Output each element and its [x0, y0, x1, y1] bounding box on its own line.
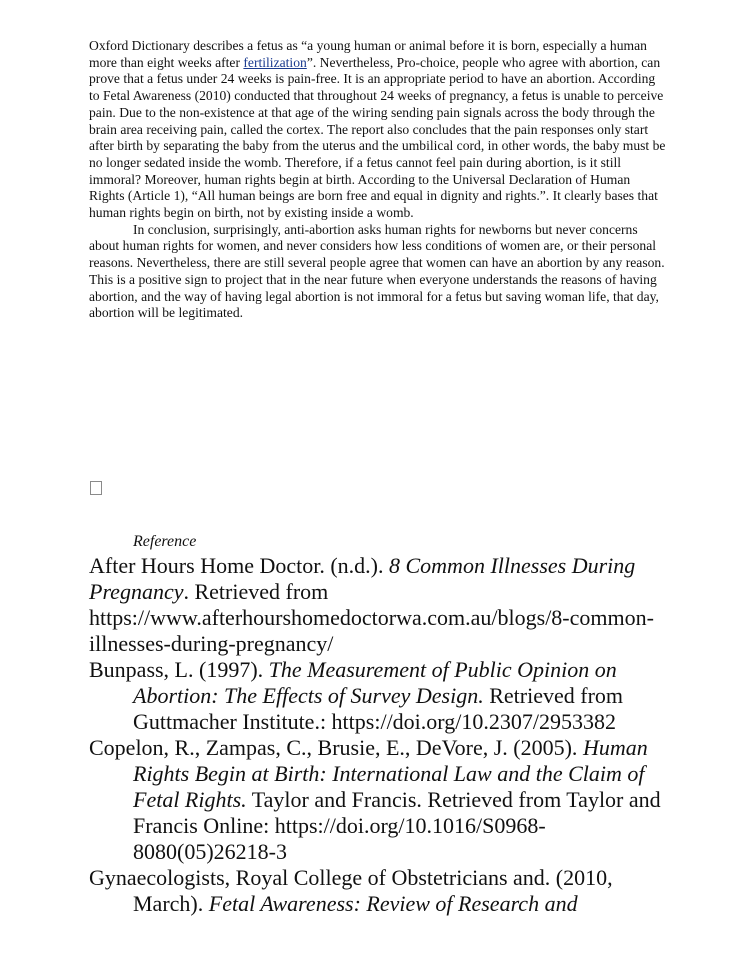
reference-author: Bunpass, L. (1997). — [89, 657, 269, 682]
reference-source: Taylor and Francis. Retrieved from Taylor and Francis Online: https://doi.org/10.1016/S0968-8080(05)26218-3 — [133, 787, 661, 864]
essay-body — [89, 38, 667, 322]
fertilization-link[interactable]: fertilization — [243, 54, 307, 70]
reference-author: Gynaecologists, Royal College of Obstetricians and. (2010, March). — [89, 865, 613, 916]
reference-entry — [89, 735, 669, 865]
reference-entry — [89, 865, 669, 917]
reference-author: Copelon, R., Zampas, C., Brusie, E., DeVore, J. (2005). — [89, 735, 583, 760]
reference-title: Fetal Awareness: Review of Research and — [208, 891, 578, 916]
reference-title: The Measurement of Public Opinion on Abortion: The Effects of Survey Design. — [133, 657, 617, 708]
reference-title: 8 Common Illnesses During Pregnancy — [89, 553, 636, 604]
paragraph-1-text-b: ”. Nevertheless, Pro-choice, people who agree with abortion, can prove that a fetus under 24 weeks is pain-free. It is an appropriate period to have an abortion. According to Fetal Awareness (2010) conducted that throughout 24 weeks of pregnancy, a fetus is unable to perceive pain. Due to the non-existence at that age of the wiring sending pain signals across the body through the brain area receiving pain, called the cortex. The report also concludes that the pain responses only start after birth by separating the baby from the uterus and the umbilical cord, in other words, the baby must be no longer sedated inside the womb. Therefore, if a fetus cannot feel pain during abortion, is it still immoral? Moreover, human rights begin at birth. According to the Universal Declaration of Human Rights (Article 1), “All human beings are born free and equal in dignity and rights.”. It clearly bases that human rights begin on birth, not by existing inside a womb. — [89, 54, 666, 221]
checkbox-icon[interactable] — [90, 481, 102, 495]
reference-title: Human Rights Begin at Birth: International Law and the Claim of Fetal Rights. — [133, 735, 648, 812]
reference-author: After Hours Home Doctor. (n.d.). — [89, 553, 389, 578]
reference-list — [89, 553, 669, 917]
reference-heading: Reference — [133, 533, 197, 550]
reference-source: Retrieved from Guttmacher Institute.: https://doi.org/10.2307/2953382 — [133, 683, 624, 734]
reference-entry — [89, 553, 669, 657]
reference-source: . Retrieved from https://www.afterhourshomedoctorwa.com.au/blogs/8-common-illnesses-during-pregnancy/ — [89, 579, 654, 656]
paragraph-fetal-pain — [89, 38, 667, 222]
paragraph-conclusion: In conclusion, surprisingly, anti-abortion asks human rights for newborns but never concerns about human rights for women, and never considers how less conditions of women are, or their personal reasons. Nevertheless, there are still several people agree that women can have an abortion by any reason. This is a positive sign to project that in the near future when everyone understands the reasons of having abortion, and the way of having legal abortion is not immoral for a fetus but saving woman life, that day, abortion will be legitimated. — [89, 221, 665, 321]
paragraph-1-text-a: Oxford Dictionary describes a fetus as “a young human or animal before it is born, especially a human more than eight weeks after — [89, 38, 647, 70]
reference-entry — [89, 657, 669, 735]
